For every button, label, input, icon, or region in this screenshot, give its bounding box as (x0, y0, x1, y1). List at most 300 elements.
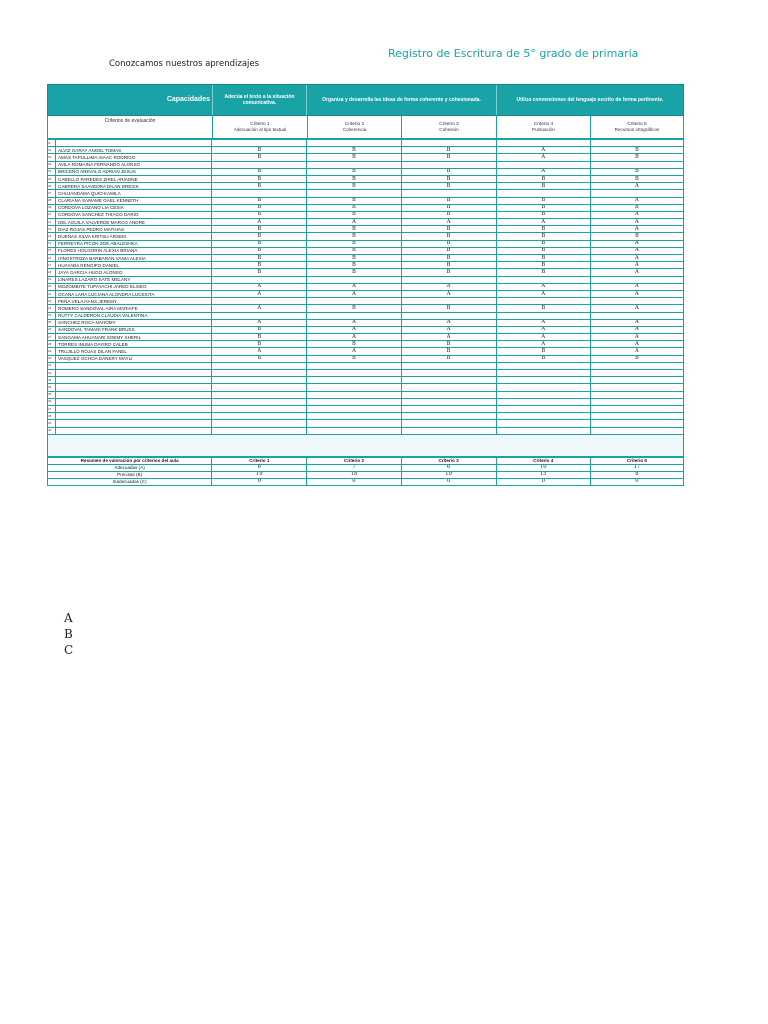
grade-criterio-1: B (212, 147, 307, 154)
grade-criterio-2: B (307, 305, 401, 312)
grade-criterio-1: B (212, 341, 307, 348)
grade-criterio-1: B (212, 204, 307, 211)
register-sheet (47, 84, 684, 486)
grade-criterio-4: A (496, 341, 590, 348)
grade-criterio-4: A (496, 319, 590, 326)
summary-row (48, 478, 684, 485)
grade-criterio-2 (307, 312, 401, 319)
summary-value-criterio-4: 10 (496, 464, 590, 471)
summary-value-criterio-5: 17 (590, 464, 683, 471)
student-name: CHUJANDAMA QUIO KAMILA (56, 190, 212, 197)
grade-criterio-4: B (496, 197, 590, 204)
grade-criterio-3: B (401, 255, 496, 262)
student-name: ROMERO SANDOVAL AIRA MARIAFE (56, 305, 212, 312)
grade-criterio-4: B (496, 348, 590, 355)
grade-criterio-5: A (590, 283, 683, 290)
grade-criterio-1: B (212, 326, 307, 333)
row-number: 28 (48, 341, 56, 348)
grade-criterio-1 (212, 312, 307, 319)
table-row (48, 298, 684, 305)
criterio-3-header (401, 116, 496, 138)
grade-criterio-1: A (212, 283, 307, 290)
grade-criterio-3: B (401, 233, 496, 240)
grade-criterio-2: A (307, 283, 401, 290)
grade-criterio-2: B (307, 147, 401, 154)
student-name: MOZOMBITE TUPAYACHI JARED ELISEO (56, 283, 212, 290)
criterio-1-desc: Adecuación al tipo textual (233, 127, 287, 132)
summary-value-criterio-5: 8 (590, 471, 683, 478)
grade-criterio-3: A (401, 319, 496, 326)
table-row (48, 319, 684, 326)
grade-criterio-4 (496, 384, 590, 391)
legend-c: C (64, 643, 74, 657)
grade-criterio-2 (307, 384, 401, 391)
row-number: 31 (48, 362, 56, 369)
student-name: RUTTY CALDERON CLAUDIA VALENTINA (56, 312, 212, 319)
grade-criterio-5 (590, 427, 683, 434)
summary-header-4: Criterio 4 (496, 457, 590, 464)
grade-criterio-3 (401, 398, 496, 405)
grade-criterio-1 (212, 190, 307, 197)
grade-criterio-5: A (590, 269, 683, 276)
grade-criterio-4 (496, 377, 590, 384)
summary-value-criterio-3: 6 (401, 464, 496, 471)
grade-criterio-3: B (401, 355, 496, 362)
grade-criterio-4: A (496, 168, 590, 175)
grade-criterio-1: B (212, 334, 307, 341)
summary-row (48, 464, 684, 471)
grade-criterio-3: B (401, 348, 496, 355)
grade-criterio-1 (212, 370, 307, 377)
row-number: 38 (48, 413, 56, 420)
summary-row-label: Inadecuadas (C) (48, 478, 212, 485)
summary-title: Resumen de valoración por criterios del aula (48, 457, 212, 464)
table-row (48, 334, 684, 341)
criterio-5-desc: Recursos ortográficos (614, 127, 660, 132)
row-number: 07 (48, 190, 56, 197)
grade-criterio-3: B (401, 247, 496, 254)
grade-criterio-4: B (496, 247, 590, 254)
student-name: VASQUEZ OCHOA DANERY MAYLI (56, 355, 212, 362)
criterio-2-desc: Coherencia (342, 127, 367, 132)
grade-criterio-2: B (307, 168, 401, 175)
grade-criterio-5: B (590, 204, 683, 211)
row-number: 33 (48, 377, 56, 384)
grade-criterio-2: B (307, 233, 401, 240)
summary-value-criterio-2: 18 (307, 471, 401, 478)
row-number: 11 (48, 219, 56, 226)
grade-criterio-5: B (590, 147, 683, 154)
grade-criterio-4: B (496, 183, 590, 190)
grade-criterio-2 (307, 298, 401, 305)
grade-criterio-2: B (307, 183, 401, 190)
grade-criterio-2 (307, 370, 401, 377)
table-row (48, 204, 684, 211)
grade-criterio-5 (590, 312, 683, 319)
summary-row (48, 471, 684, 478)
grade-criterio-4 (496, 298, 590, 305)
grade-criterio-2: B (307, 269, 401, 276)
summary-value-criterio-4: 15 (496, 471, 590, 478)
row-number: 12 (48, 226, 56, 233)
table-row (48, 269, 684, 276)
criterio-2-header (307, 116, 401, 138)
grade-criterio-5 (590, 370, 683, 377)
grade-criterio-2 (307, 377, 401, 384)
grade-criterio-4 (496, 370, 590, 377)
table-row (48, 362, 684, 369)
student-name: TORRES INUMA DAYIRO CALEB (56, 341, 212, 348)
grade-criterio-1 (212, 298, 307, 305)
grade-criterio-5: A (590, 334, 683, 341)
grade-criterio-3 (401, 405, 496, 412)
row-number: 24 (48, 312, 56, 319)
summary-value-criterio-2: 0 (307, 478, 401, 485)
grade-criterio-5: B (590, 175, 683, 182)
table-row (48, 233, 684, 240)
grade-criterio-4 (496, 190, 590, 197)
legend-b: B (64, 627, 73, 641)
summary-value-criterio-4: 0 (496, 478, 590, 485)
grade-criterio-3: B (401, 269, 496, 276)
table-row (48, 413, 684, 420)
grade-criterio-4 (496, 161, 590, 168)
students-table (47, 139, 684, 435)
grade-criterio-1: A (212, 348, 307, 355)
grade-criterio-3: A (401, 290, 496, 297)
grade-criterio-1: A (212, 319, 307, 326)
row-number: 02 (48, 154, 56, 161)
grade-criterio-5 (590, 298, 683, 305)
grade-criterio-4 (496, 420, 590, 427)
grade-criterio-3 (401, 370, 496, 377)
grade-criterio-5: B (590, 168, 683, 175)
grade-criterio-3: B (401, 240, 496, 247)
grade-criterio-1 (212, 427, 307, 434)
row-number: 15 (48, 247, 56, 254)
student-name: CABELLO PAREDES ZIREL ARIADNE (56, 175, 212, 182)
grade-criterio-2 (307, 391, 401, 398)
student-name (56, 398, 212, 405)
row-number: 06 (48, 183, 56, 190)
criterio-5-title: Criterio 5 (627, 121, 647, 127)
grade-criterio-4: A (496, 334, 590, 341)
grade-criterio-1: B (212, 168, 307, 175)
row-number: 03 (48, 161, 56, 168)
grade-criterio-3: B (401, 147, 496, 154)
student-name: HUAYABA RENGIFO DANIEL (56, 262, 212, 269)
grade-criterio-3 (401, 413, 496, 420)
grade-criterio-1: B (212, 211, 307, 218)
grade-criterio-4: B (496, 175, 590, 182)
row-number: 29 (48, 348, 56, 355)
grade-criterio-3: A (401, 283, 496, 290)
grade-criterio-3 (401, 276, 496, 283)
grade-criterio-5: A (590, 290, 683, 297)
table-row (48, 312, 684, 319)
row-number: 39 (48, 420, 56, 427)
grade-criterio-1 (212, 420, 307, 427)
grade-criterio-2 (307, 161, 401, 168)
grade-criterio-4: B (496, 355, 590, 362)
grade-criterio-2 (307, 405, 401, 412)
row-number: 08 (48, 197, 56, 204)
spacer-row (47, 435, 684, 457)
student-name (56, 370, 212, 377)
row-number: 23 (48, 305, 56, 312)
grade-criterio-5: A (590, 183, 683, 190)
grade-criterio-1 (212, 384, 307, 391)
summary-row-label: Adecuadas (A) (48, 464, 212, 471)
grade-criterio-1: B (212, 240, 307, 247)
grade-criterio-3: B (401, 341, 496, 348)
grade-criterio-2: B (307, 197, 401, 204)
row-number: 19 (48, 276, 56, 283)
grade-criterio-2: B (307, 154, 401, 161)
grade-criterio-4: B (496, 211, 590, 218)
page-title: Registro de Escritura de 5° grado de primaria (388, 47, 639, 60)
grade-criterio-5: A (590, 348, 683, 355)
table-row (48, 290, 684, 297)
student-name (56, 405, 212, 412)
student-name (56, 384, 212, 391)
grade-criterio-2 (307, 420, 401, 427)
row-number: 04 (48, 168, 56, 175)
grade-criterio-2: B (307, 341, 401, 348)
grade-criterio-5: A (590, 219, 683, 226)
student-name: SANCHEZ ROCA NAHOMY (56, 319, 212, 326)
table-row (48, 161, 684, 168)
grade-criterio-2 (307, 276, 401, 283)
grade-criterio-5 (590, 161, 683, 168)
grade-criterio-3 (401, 190, 496, 197)
grade-criterio-5 (590, 405, 683, 412)
table-row (48, 255, 684, 262)
capacidades-header (47, 84, 684, 116)
grade-criterio-1: B (212, 154, 307, 161)
row-number: 32 (48, 370, 56, 377)
row-number: 20 (48, 283, 56, 290)
grade-criterio-4: A (496, 147, 590, 154)
row-number: 26 (48, 326, 56, 333)
grade-criterio-5: A (590, 262, 683, 269)
student-name: DUEÑAS SILVA KRITSU ARSEM (56, 233, 212, 240)
table-row (48, 262, 684, 269)
table-row (48, 305, 684, 312)
grade-criterio-1 (212, 362, 307, 369)
table-row (48, 226, 684, 233)
student-name: JAYA GARCIA HUGO ALONSO (56, 269, 212, 276)
grade-criterio-4 (496, 312, 590, 319)
grade-criterio-4 (496, 362, 590, 369)
grade-criterio-1: B (212, 233, 307, 240)
student-name: CORDOVA LOZANO LIA CESIA (56, 204, 212, 211)
table-row (48, 197, 684, 204)
table-row (48, 219, 684, 226)
row-number: 34 (48, 384, 56, 391)
grade-criterio-3: B (401, 154, 496, 161)
grade-criterio-4 (496, 427, 590, 434)
table-row (48, 283, 684, 290)
grade-criterio-1: B (212, 255, 307, 262)
student-name: DEL AGUILA VALVERDE MARCO ANDRE (56, 219, 212, 226)
row-number: 22 (48, 298, 56, 305)
table-row (48, 384, 684, 391)
grade-criterio-4: B (496, 226, 590, 233)
row-number: 17 (48, 262, 56, 269)
table-row (48, 154, 684, 161)
grade-criterio-2: A (307, 334, 401, 341)
student-name: DIAZ ROJAS PEDRO MATHIAS (56, 226, 212, 233)
grade-criterio-2: A (307, 290, 401, 297)
summary-value-criterio-3: 19 (401, 471, 496, 478)
grade-criterio-1: B (212, 183, 307, 190)
student-name (56, 362, 212, 369)
summary-header-3: Criterio 3 (401, 457, 496, 464)
grade-criterio-2 (307, 362, 401, 369)
grade-criterio-4: B (496, 240, 590, 247)
grade-criterio-5: A (590, 211, 683, 218)
grade-criterio-1 (212, 405, 307, 412)
student-name: AMAS TAPULLIMA ISAAC RODRIGO (56, 154, 212, 161)
row-number: 09 (48, 204, 56, 211)
table-row (48, 348, 684, 355)
criterio-1-header (212, 116, 307, 138)
grade-criterio-5: A (590, 341, 683, 348)
grade-criterio-4: B (496, 262, 590, 269)
criterio-5-header (590, 116, 683, 138)
grade-criterio-4 (496, 276, 590, 283)
grade-criterio-2 (307, 413, 401, 420)
row-number: 16 (48, 255, 56, 262)
criterio-4-header (496, 116, 590, 138)
grade-criterio-5: A (590, 226, 683, 233)
grade-criterio-2: B (307, 255, 401, 262)
capacidad-2: Organiza y desarrolla las ideas de forma coherente y cohesionada. (306, 85, 496, 115)
student-name: FERREYRA PICON ZOE ABALESHKA (56, 240, 212, 247)
grade-criterio-1: A (212, 305, 307, 312)
table-row (48, 175, 684, 182)
student-name: HINOSTROZA BARBARAN VANIA ALEXIA (56, 255, 212, 262)
grade-criterio-5 (590, 398, 683, 405)
student-name: FLORES HOLGORIN ALEXIA BRIANA (56, 247, 212, 254)
grade-criterio-4: B (496, 204, 590, 211)
grade-criterio-3: A (401, 219, 496, 226)
table-row (48, 326, 684, 333)
summary-header-2: Criterio 2 (307, 457, 401, 464)
summary-value-criterio-5: 0 (590, 478, 683, 485)
student-name: CABRERA SAAVEDRA DILAN DREICK (56, 183, 212, 190)
student-name: SANDOVAL TAMANI FRANK BRUSS (56, 326, 212, 333)
grade-criterio-5 (590, 391, 683, 398)
grade-criterio-2: B (307, 247, 401, 254)
row-number: 13 (48, 233, 56, 240)
grade-criterio-4: B (496, 305, 590, 312)
grade-criterio-2: A (307, 326, 401, 333)
grade-criterio-2: B (307, 175, 401, 182)
criterio-4-title: Criterio 4 (533, 121, 554, 127)
capacidad-3: Utiliza convenciones del lenguaje escrito de forma pertinente. (496, 85, 683, 115)
grade-criterio-2: B (307, 262, 401, 269)
grade-criterio-3: B (401, 197, 496, 204)
grade-criterio-2: B (307, 355, 401, 362)
grade-criterio-2: B (307, 211, 401, 218)
page-subtitle: Conozcamos nuestros aprendizajes (109, 59, 260, 69)
grade-criterio-5 (590, 420, 683, 427)
table-row (48, 405, 684, 412)
table-row (48, 391, 684, 398)
grade-criterio-5: A (590, 247, 683, 254)
grade-criterio-2: A (307, 319, 401, 326)
row-number: 40 (48, 427, 56, 434)
criterio-3-desc: Cohesión (439, 127, 459, 132)
grade-criterio-4: A (496, 219, 590, 226)
grade-criterio-5 (590, 413, 683, 420)
grade-criterio-4: A (496, 326, 590, 333)
legend (64, 610, 73, 658)
grade-criterio-2: B (307, 226, 401, 233)
grade-criterio-5 (590, 384, 683, 391)
grade-criterio-5: A (590, 255, 683, 262)
table-header-row (48, 140, 684, 147)
grade-criterio-1: B (212, 355, 307, 362)
grade-criterio-1 (212, 398, 307, 405)
grade-criterio-2: A (307, 219, 401, 226)
grade-criterio-1: A (212, 290, 307, 297)
grade-criterio-5: B (590, 233, 683, 240)
grade-criterio-3 (401, 312, 496, 319)
grade-criterio-2 (307, 398, 401, 405)
grade-criterio-5: B (590, 154, 683, 161)
grade-criterio-4: A (496, 283, 590, 290)
row-number: 14 (48, 240, 56, 247)
grade-criterio-5: A (590, 197, 683, 204)
row-number: 01 (48, 147, 56, 154)
student-name: CLARIANA SAMAME GAEL KENNETH (56, 197, 212, 204)
row-number: 27 (48, 334, 56, 341)
grade-criterio-1: B (212, 262, 307, 269)
grade-criterio-1 (212, 377, 307, 384)
grade-criterio-1 (212, 413, 307, 420)
grade-criterio-3: B (401, 226, 496, 233)
student-name (56, 427, 212, 434)
grade-criterio-1 (212, 276, 307, 283)
table-row (48, 211, 684, 218)
row-number: 05 (48, 175, 56, 182)
grade-criterio-5 (590, 190, 683, 197)
student-name: LINARES LAZARO KATE MELANY (56, 276, 212, 283)
grade-criterio-4 (496, 398, 590, 405)
grade-criterio-1: B (212, 197, 307, 204)
student-name: SANGAMA AHUANARI SOEMY SHERIL (56, 334, 212, 341)
row-number: 37 (48, 405, 56, 412)
num-header: N° (48, 140, 56, 147)
grade-criterio-4: A (496, 290, 590, 297)
grade-criterio-3: B (401, 168, 496, 175)
criterios-header (47, 116, 684, 139)
grade-criterio-5: A (590, 240, 683, 247)
grade-criterio-3 (401, 377, 496, 384)
grade-criterio-1: B (212, 269, 307, 276)
table-row (48, 183, 684, 190)
grade-criterio-3: A (401, 326, 496, 333)
legend-a: A (64, 611, 73, 625)
table-row (48, 398, 684, 405)
summary-value-criterio-2: 7 (307, 464, 401, 471)
grade-criterio-3 (401, 384, 496, 391)
grade-criterio-3: A (401, 334, 496, 341)
grade-criterio-5: A (590, 319, 683, 326)
